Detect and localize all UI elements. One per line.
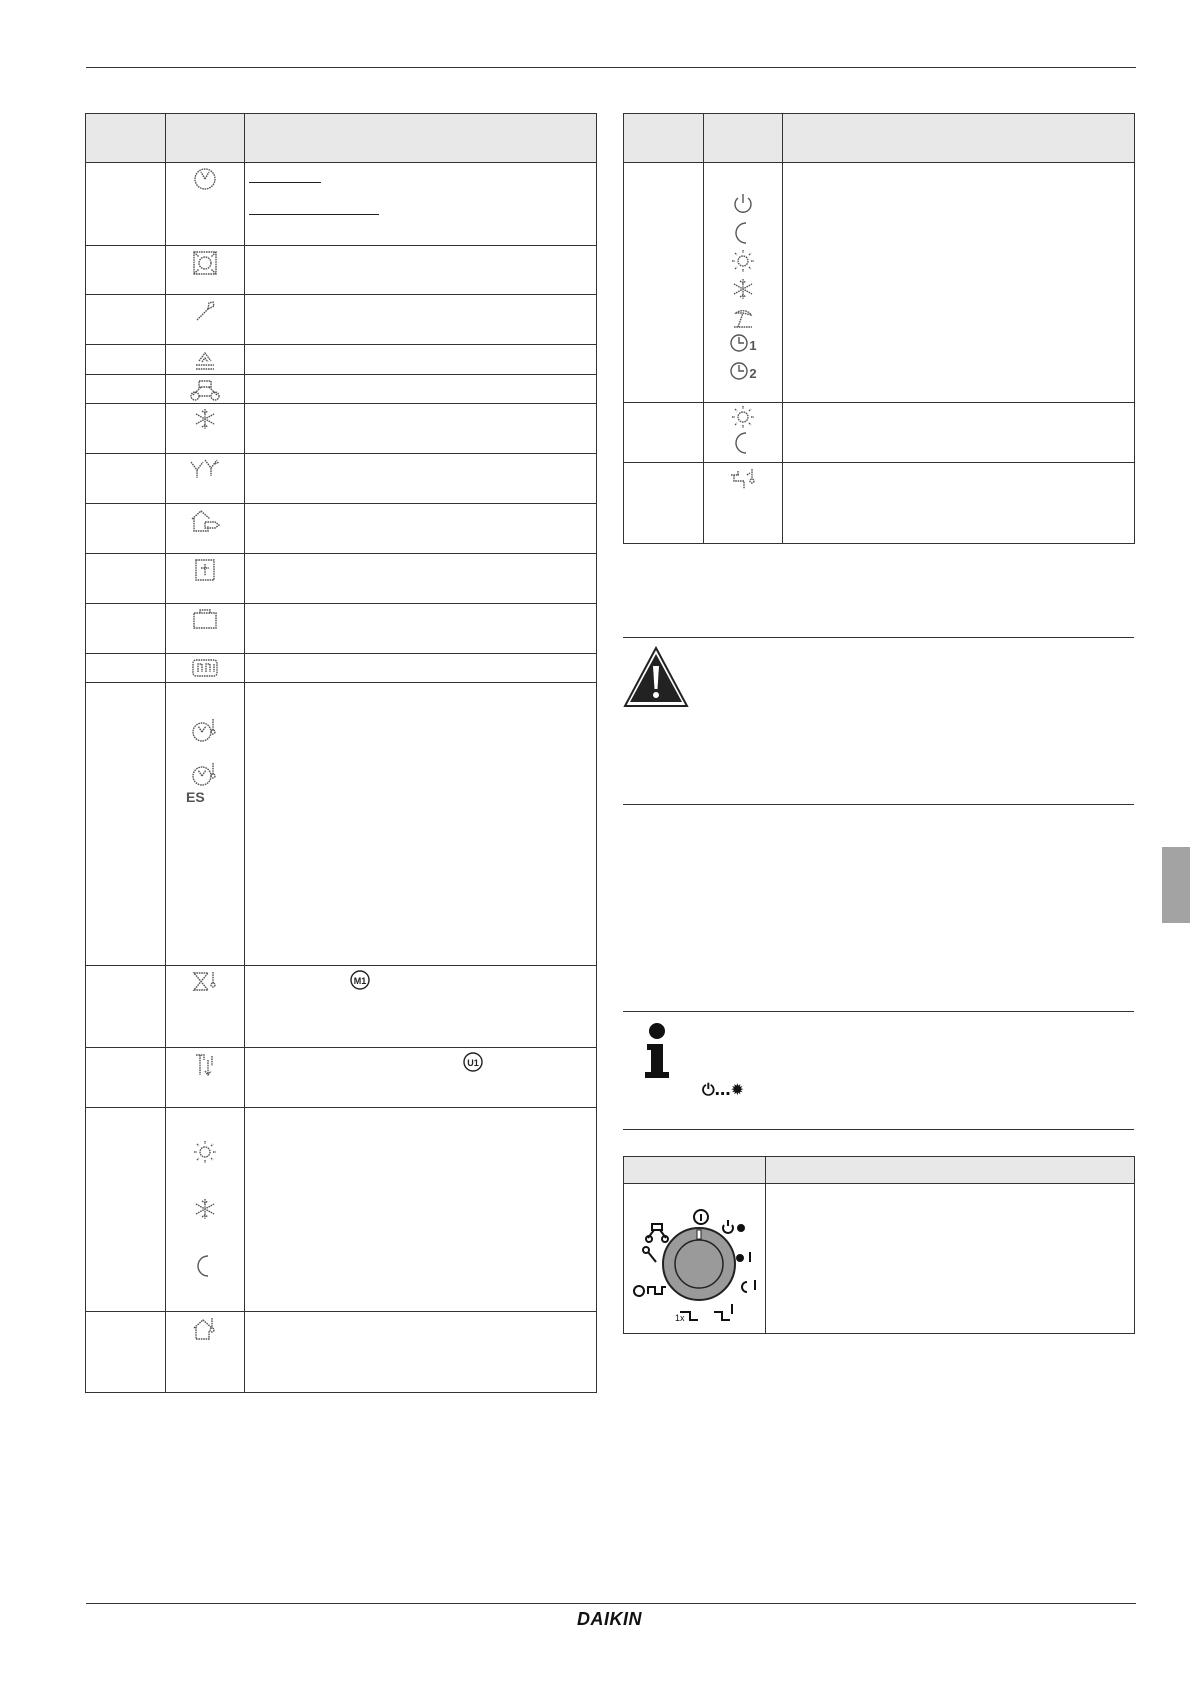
cooling-icon — [194, 1198, 216, 1220]
moon-icon — [732, 431, 754, 455]
es-label: ES — [186, 789, 205, 805]
footer-rule — [86, 1603, 1136, 1604]
cooling-snowflake-icon — [194, 408, 216, 430]
info-bottom-rule — [623, 1129, 1134, 1130]
backup-heater-icon — [191, 658, 219, 678]
snowflake-icon — [732, 278, 754, 300]
timer-1 — [704, 333, 782, 357]
m1-badge — [350, 970, 370, 990]
weather-dependent-setpoint-es-icon — [191, 761, 219, 789]
underline-2 — [249, 214, 379, 215]
warning-top-rule — [623, 637, 1134, 638]
underline-1 — [249, 182, 321, 183]
moon-icon — [732, 221, 754, 245]
left-symbol-table — [85, 113, 597, 1393]
compressor-icon — [189, 379, 221, 401]
timer-2-icon — [729, 361, 749, 381]
power-icon — [732, 193, 754, 215]
outdoor-temperature-icon — [189, 508, 221, 534]
daikin-logo: DAIKIN — [577, 1609, 642, 1629]
svg-text:U1: U1 — [467, 1058, 479, 1068]
heating-sun-icon — [193, 1140, 217, 1164]
user-u1-icon — [193, 1052, 217, 1078]
timer-1-label: 1 — [749, 338, 757, 353]
leaving-water-m1-icon — [191, 970, 219, 994]
defrost-icon — [193, 349, 217, 371]
knob-table — [623, 1156, 1135, 1334]
wrench-maintenance-icon — [193, 299, 217, 323]
right-symbol-table — [623, 113, 1135, 544]
clock-dial-icon — [193, 167, 217, 191]
schedule-timer-icon — [189, 458, 221, 480]
pump-operation-icon — [192, 250, 218, 276]
mode-selector-knob-icon — [624, 1184, 764, 1332]
sun-icon — [731, 405, 755, 429]
weather-dependent-setpoint-icon — [191, 717, 219, 745]
info-i-icon — [639, 1022, 675, 1080]
u1-badge — [463, 1052, 483, 1072]
info-top-rule — [623, 1011, 1134, 1012]
timer-2-label: 2 — [749, 366, 757, 381]
warning-triangle-icon — [623, 646, 689, 708]
info-inline-symbol: ⏻…✹ — [702, 1080, 745, 1099]
timer-1-icon — [729, 333, 749, 353]
header-rule — [86, 67, 1136, 68]
heat-pump-icon — [192, 608, 218, 630]
timer-2 — [704, 361, 782, 385]
sun-icon — [731, 249, 755, 273]
holiday-beach-icon — [731, 305, 755, 329]
warning-bottom-rule — [623, 804, 1134, 805]
external-control-icon — [194, 558, 216, 582]
setback-moon-icon — [194, 1254, 216, 1278]
domestic-hot-water-icon — [728, 467, 758, 493]
svg-text:1x: 1x — [675, 1313, 685, 1323]
room-thermostat-icon — [192, 1316, 218, 1342]
svg-text:M1: M1 — [353, 976, 367, 986]
chapter-side-tab — [1162, 847, 1190, 923]
